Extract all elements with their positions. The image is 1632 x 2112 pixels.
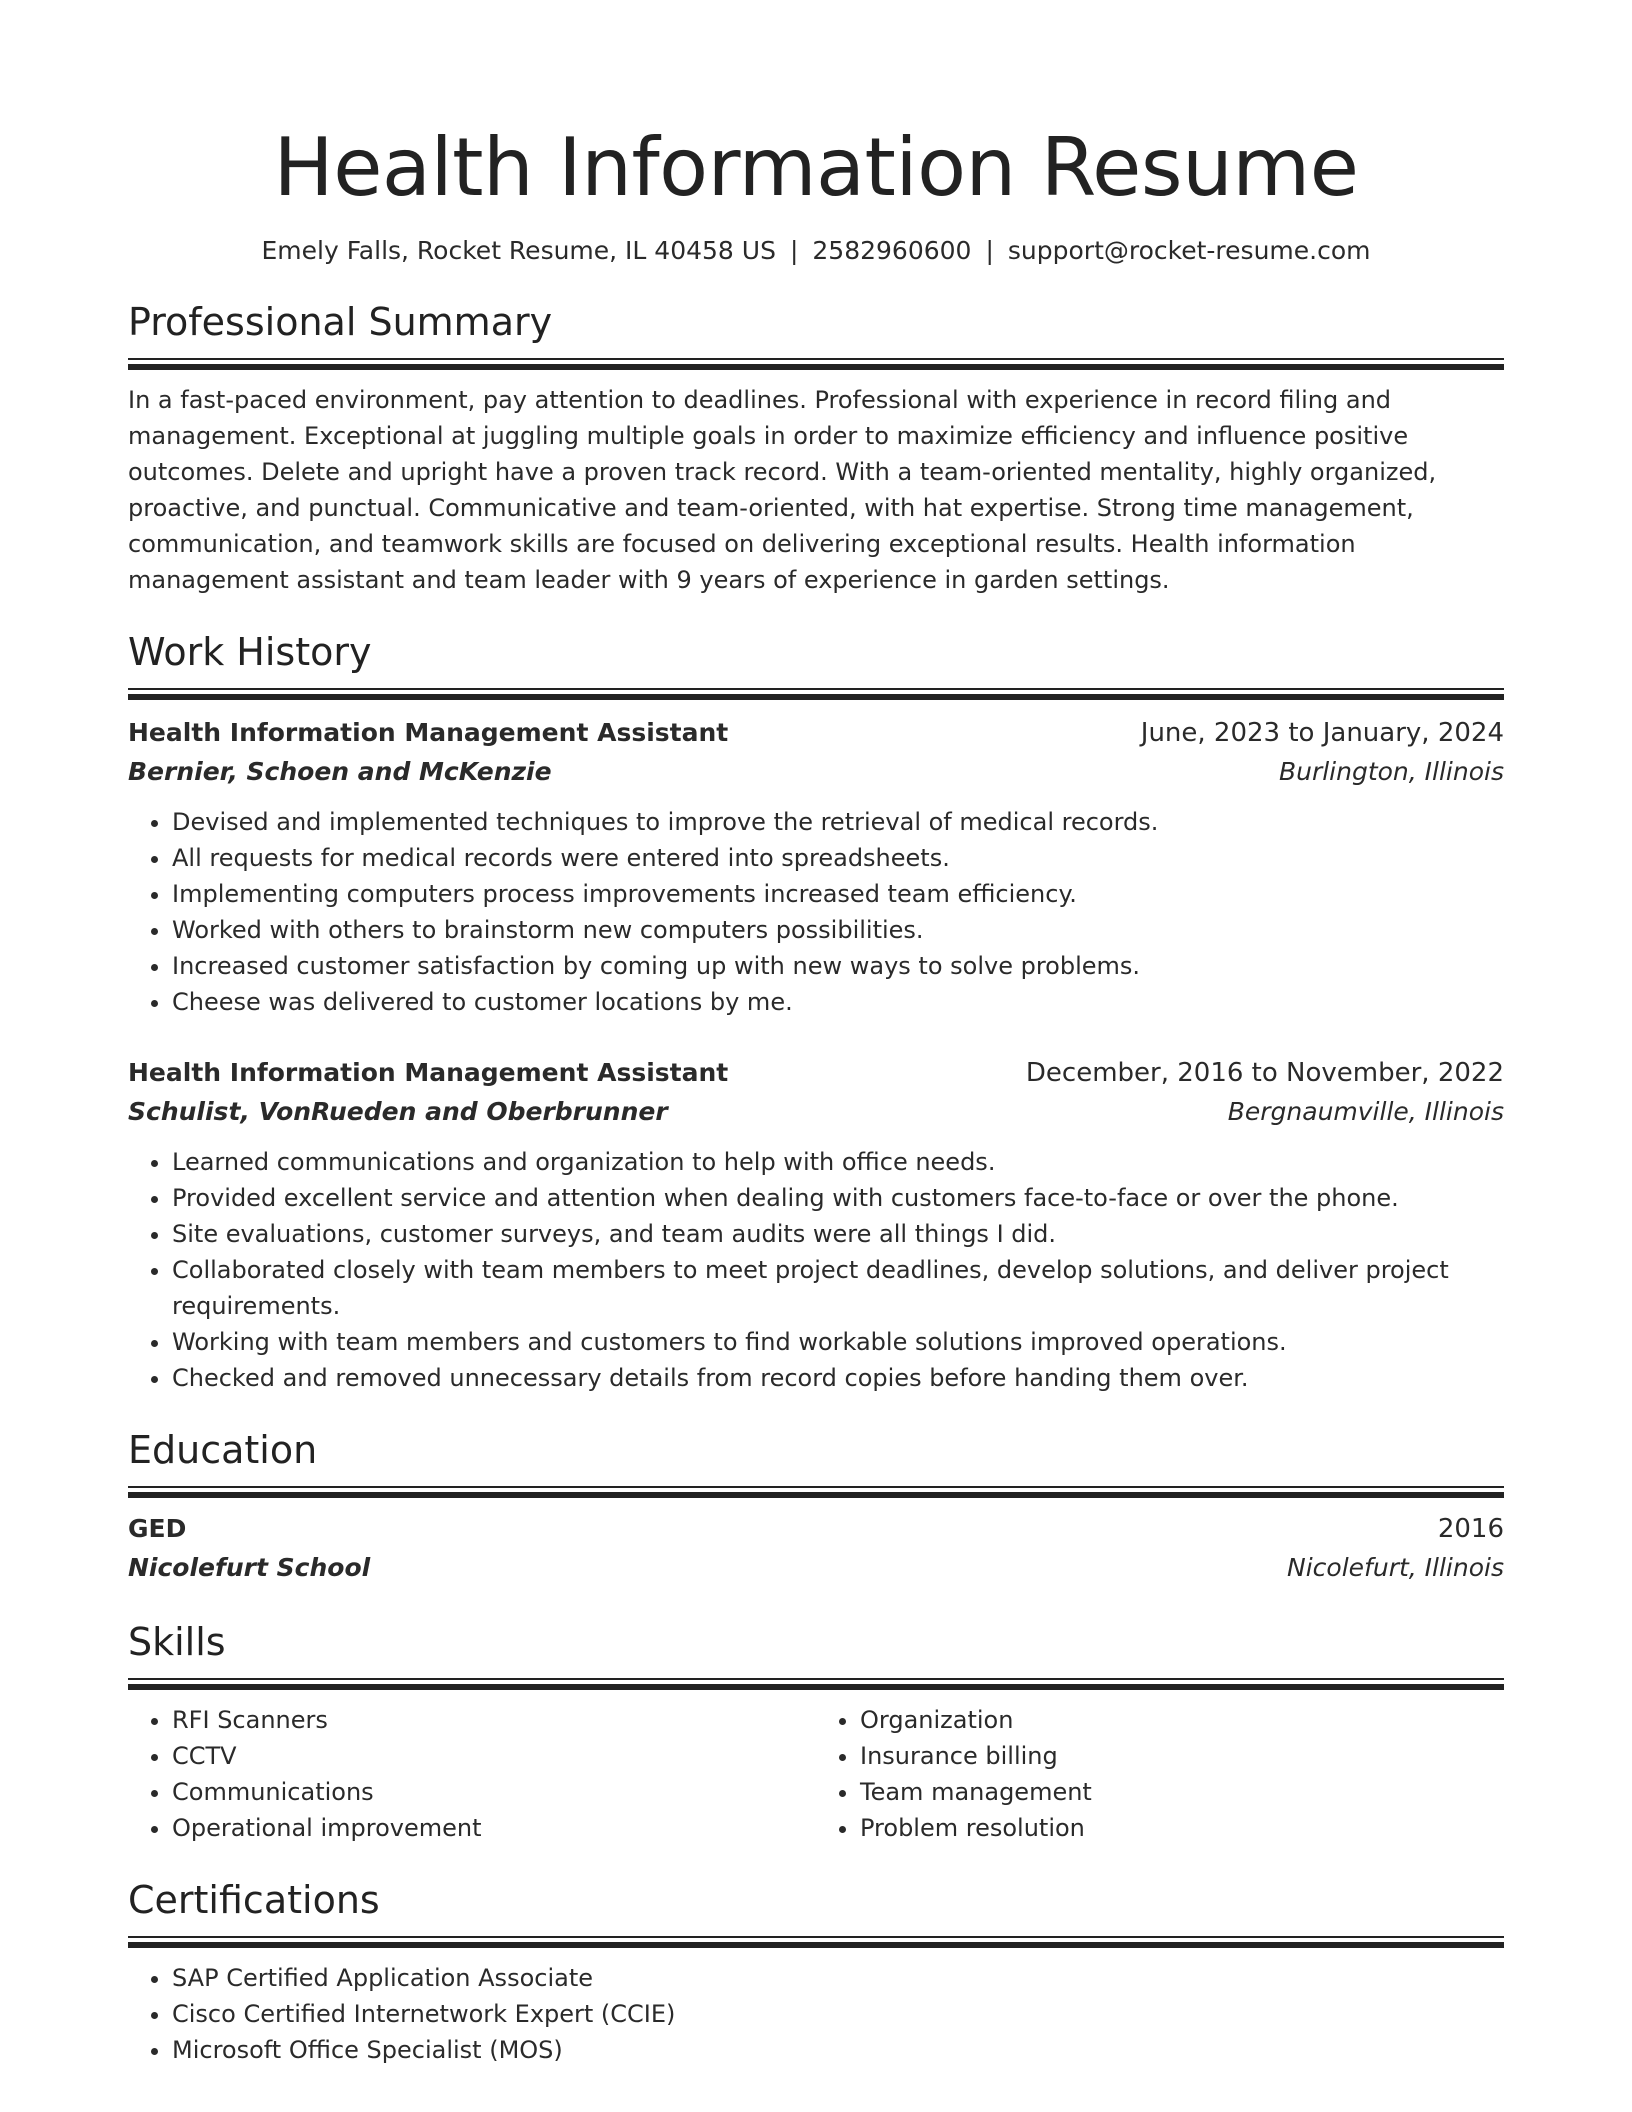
education-location: Nicolefurt, Illinois: [1287, 1553, 1504, 1582]
certification-item: • Microsoft Office Specialist (MOS): [172, 2032, 1504, 2068]
job-company: Bernier, Schoen and McKenzie: [128, 757, 552, 786]
contact-phone: 2582960600: [812, 236, 972, 265]
certifications-list: [128, 1960, 1504, 2068]
list-item: • Collaborated closely with team members to meet project deadlines, develop solutions, and deliver project requirements.: [172, 1252, 1504, 1324]
section-heading-certifications: Certifications: [128, 1878, 380, 1922]
job-bullets: [128, 804, 1504, 1020]
job-location: Bergnaumville, Illinois: [1227, 1097, 1504, 1126]
job-bullets: [128, 1144, 1504, 1396]
education-school: Nicolefurt School: [128, 1553, 371, 1582]
section-heading-skills: Skills: [128, 1620, 226, 1664]
list-item: • All requests for medical records were entered into spreadsheets.: [172, 840, 1504, 876]
contact-email: support@rocket-resume.com: [1007, 236, 1371, 265]
skills-list-right: [816, 1702, 1504, 1846]
job-entry: [128, 1054, 1504, 1396]
skill-item: • Team management: [860, 1774, 1504, 1810]
skills-columns: [128, 1702, 1504, 1846]
list-item: • Learned communications and organization to help with office needs.: [172, 1144, 1504, 1180]
skill-item: • RFI Scanners: [172, 1702, 816, 1738]
list-item: • Working with team members and customers to find workable solutions improved operations.: [172, 1324, 1504, 1360]
skills-section: [128, 1618, 1504, 1846]
list-item: • Worked with others to brainstorm new computers possibilities.: [172, 912, 1504, 948]
section-heading-education: Education: [128, 1428, 318, 1472]
section-divider: [128, 1678, 1504, 1688]
list-item: • Devised and implemented techniques to improve the retrieval of medical records.: [172, 804, 1504, 840]
list-item: • Cheese was delivered to customer locations by me.: [172, 984, 1504, 1020]
job-location: Burlington, Illinois: [1278, 757, 1504, 786]
list-item: • Increased customer satisfaction by coming up with new ways to solve problems.: [172, 948, 1504, 984]
list-item: • Implementing computers process improvements increased team efficiency.: [172, 876, 1504, 912]
education-entry: [128, 1510, 1504, 1588]
skill-item: • CCTV: [172, 1738, 816, 1774]
section-divider: [128, 358, 1504, 368]
contact-address: Emely Falls, Rocket Resume, IL 40458 US: [261, 236, 776, 265]
certification-item: • SAP Certified Application Associate: [172, 1960, 1504, 1996]
job-title: Health Information Management Assistant: [128, 718, 729, 747]
certifications-section: [128, 1876, 1504, 2068]
summary-text: In a fast-paced environment, pay attention to deadlines. Professional with experience in record filing and management. Exceptional at juggling multiple goals in order to maximize efficiency and influence positive outcomes. Delete and upright have a proven track record. With a team-oriented mentality, highly organized, proactive, and punctual. Communicative and team-oriented, with hat expertise. Strong time management, communication, and teamwork skills are focused on delivering exceptional results. Health information management assistant and team leader with 9 years of experience in garden settings.: [128, 386, 1437, 594]
job-company: Schulist, VonRueden and Oberbrunner: [128, 1097, 668, 1126]
summary-section: [128, 298, 1504, 598]
skill-item: • Problem resolution: [860, 1810, 1504, 1846]
skill-item: • Insurance billing: [860, 1738, 1504, 1774]
education-degree: GED: [128, 1514, 187, 1543]
section-heading-work: Work History: [128, 630, 372, 674]
page-title: Health Information Resume: [273, 121, 1359, 214]
skills-list-left: [128, 1702, 816, 1846]
work-history-section: [128, 628, 1504, 1396]
list-item: • Checked and removed unnecessary details from record copies before handing them over.: [172, 1360, 1504, 1396]
contact-separator: |: [985, 236, 994, 265]
skill-item: • Communications: [172, 1774, 816, 1810]
section-heading-summary: Professional Summary: [128, 300, 553, 344]
job-dates: June, 2023 to January, 2024: [1140, 718, 1504, 748]
job-entry: [128, 714, 1504, 1020]
job-dates: December, 2016 to November, 2022: [1025, 1058, 1504, 1088]
section-divider: [128, 1486, 1504, 1496]
contact-line: [128, 234, 1504, 268]
job-title: Health Information Management Assistant: [128, 1058, 729, 1087]
education-section: [128, 1426, 1504, 1588]
skill-item: • Operational improvement: [172, 1810, 816, 1846]
contact-separator: |: [789, 236, 799, 265]
list-item: • Site evaluations, customer surveys, and team audits were all things I did.: [172, 1216, 1504, 1252]
section-divider: [128, 1936, 1504, 1946]
section-divider: [128, 688, 1504, 698]
list-item: • Provided excellent service and attention when dealing with customers face-to-face or over the phone.: [172, 1180, 1504, 1216]
education-year: 2016: [1437, 1514, 1504, 1544]
skill-item: • Organization: [860, 1702, 1504, 1738]
certification-item: • Cisco Certified Internetwork Expert (CCIE): [172, 1996, 1504, 2032]
